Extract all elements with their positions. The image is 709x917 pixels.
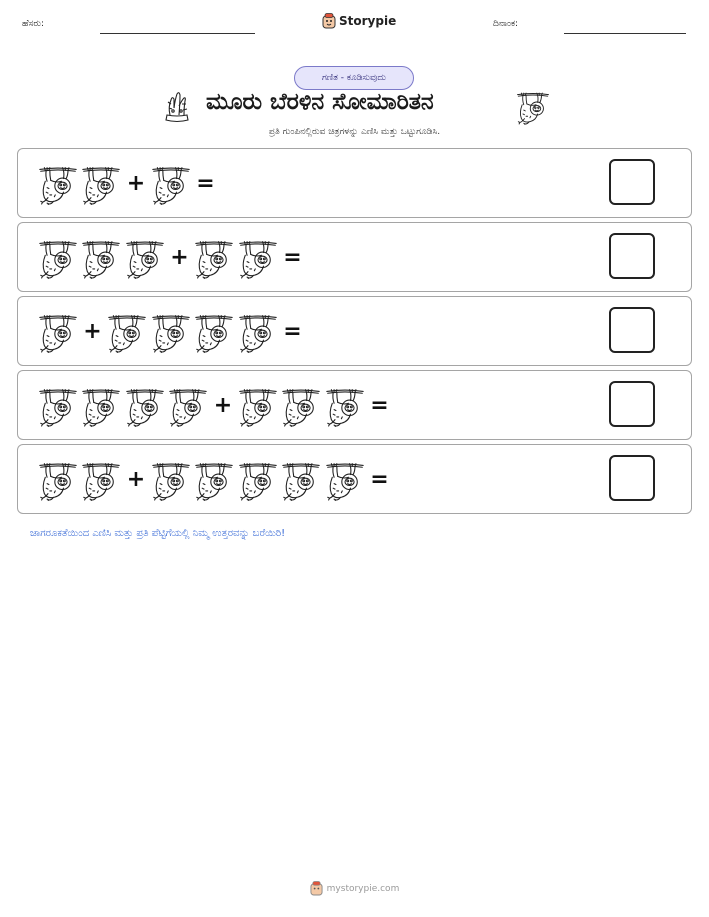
sloth-icon: [516, 89, 550, 125]
sloth-icon: [236, 383, 280, 429]
sloth-icon: [80, 235, 124, 281]
equals-sign: =: [370, 393, 389, 418]
problem-items: [36, 235, 306, 281]
date-label: ದಿನಾಂಕ:: [493, 19, 519, 29]
sloth-icon: [36, 383, 80, 429]
problem-row: [17, 370, 692, 440]
problem-row: [17, 296, 692, 366]
sloth-icon: [236, 309, 280, 355]
sloth-icon: [80, 383, 124, 429]
equals-sign: =: [370, 467, 389, 492]
sloth-icon: [149, 161, 193, 207]
problem-items: [36, 161, 219, 207]
sloth-icon: [123, 383, 167, 429]
title-row: [0, 86, 709, 126]
sloth-icon: [323, 383, 367, 429]
date-line[interactable]: [564, 33, 686, 34]
page-title: ಮೂರು ಬೆರಳಿನ ಸೋಮಾರಿತನ: [206, 89, 434, 115]
sloth-icon: [36, 235, 80, 281]
storypie-logo-icon: [310, 881, 323, 896]
footer: [0, 881, 709, 896]
name-label: ಹೆಸರು:: [22, 19, 45, 29]
problem-row: [17, 444, 692, 514]
sloth-icon: [193, 309, 237, 355]
sloth-icon: [193, 235, 237, 281]
closing-instruction: ಜಾಗರೂಕತೆಯಿಂದ ಎಣಿಸಿ ಮತ್ತು ಪ್ರತಿ ಪೆಟ್ಟಿಗೆಯಲ್ಲಿ ನಿಮ್ಮ ಉತ್ತರವನ್ನು ಬರೆಯಿರಿ!: [30, 528, 286, 539]
plus-sign: +: [126, 171, 146, 196]
sloth-icon: [193, 457, 237, 503]
sloth-icon: [80, 161, 124, 207]
brand: [322, 13, 396, 29]
problem-row: [17, 222, 692, 292]
plus-sign: +: [126, 467, 146, 492]
problem-items: [36, 309, 306, 355]
equals-sign: =: [283, 245, 302, 270]
brand-name: Storypie: [339, 14, 397, 28]
topic-badge-label: ಗಣಿತ - ಕೂಡಿಸುವುದು: [321, 73, 387, 83]
sloth-icon: [236, 457, 280, 503]
sloth-icon: [149, 309, 193, 355]
sloth-icon: [236, 235, 280, 281]
coral-icon: [162, 90, 192, 124]
name-line[interactable]: [100, 33, 255, 34]
instructions-subtitle: ಪ್ರತಿ ಗುಂಪಿನಲ್ಲಿರುವ ಚಿತ್ರಗಳನ್ನು ಎಣಿಸಿ ಮತ್ತು ಒಟ್ಟುಗೂಡಿಸಿ.: [268, 127, 441, 137]
storypie-logo-icon: [322, 13, 336, 29]
plus-sign: +: [83, 319, 102, 344]
problem-items: [36, 383, 393, 429]
problem-items: [36, 457, 393, 503]
plus-sign: +: [213, 393, 233, 418]
sloth-icon: [106, 309, 150, 355]
answer-box[interactable]: [609, 307, 655, 353]
sloth-icon: [123, 235, 167, 281]
answer-box[interactable]: [609, 233, 655, 279]
sloth-icon: [80, 457, 124, 503]
answer-box[interactable]: [609, 159, 655, 205]
equals-sign: =: [283, 319, 302, 344]
answer-box[interactable]: [609, 455, 655, 501]
sloth-icon: [280, 383, 324, 429]
sloth-icon: [280, 457, 324, 503]
sloth-icon: [36, 161, 80, 207]
sloth-icon: [36, 457, 80, 503]
problem-row: [17, 148, 692, 218]
sloth-icon: [36, 309, 80, 355]
sloth-icon: [323, 457, 367, 503]
footer-url[interactable]: mystorypie.com: [326, 883, 400, 894]
sloth-icon: [167, 383, 211, 429]
equals-sign: =: [196, 171, 215, 196]
sloth-icon: [149, 457, 193, 503]
answer-box[interactable]: [609, 381, 655, 427]
plus-sign: +: [170, 245, 189, 270]
